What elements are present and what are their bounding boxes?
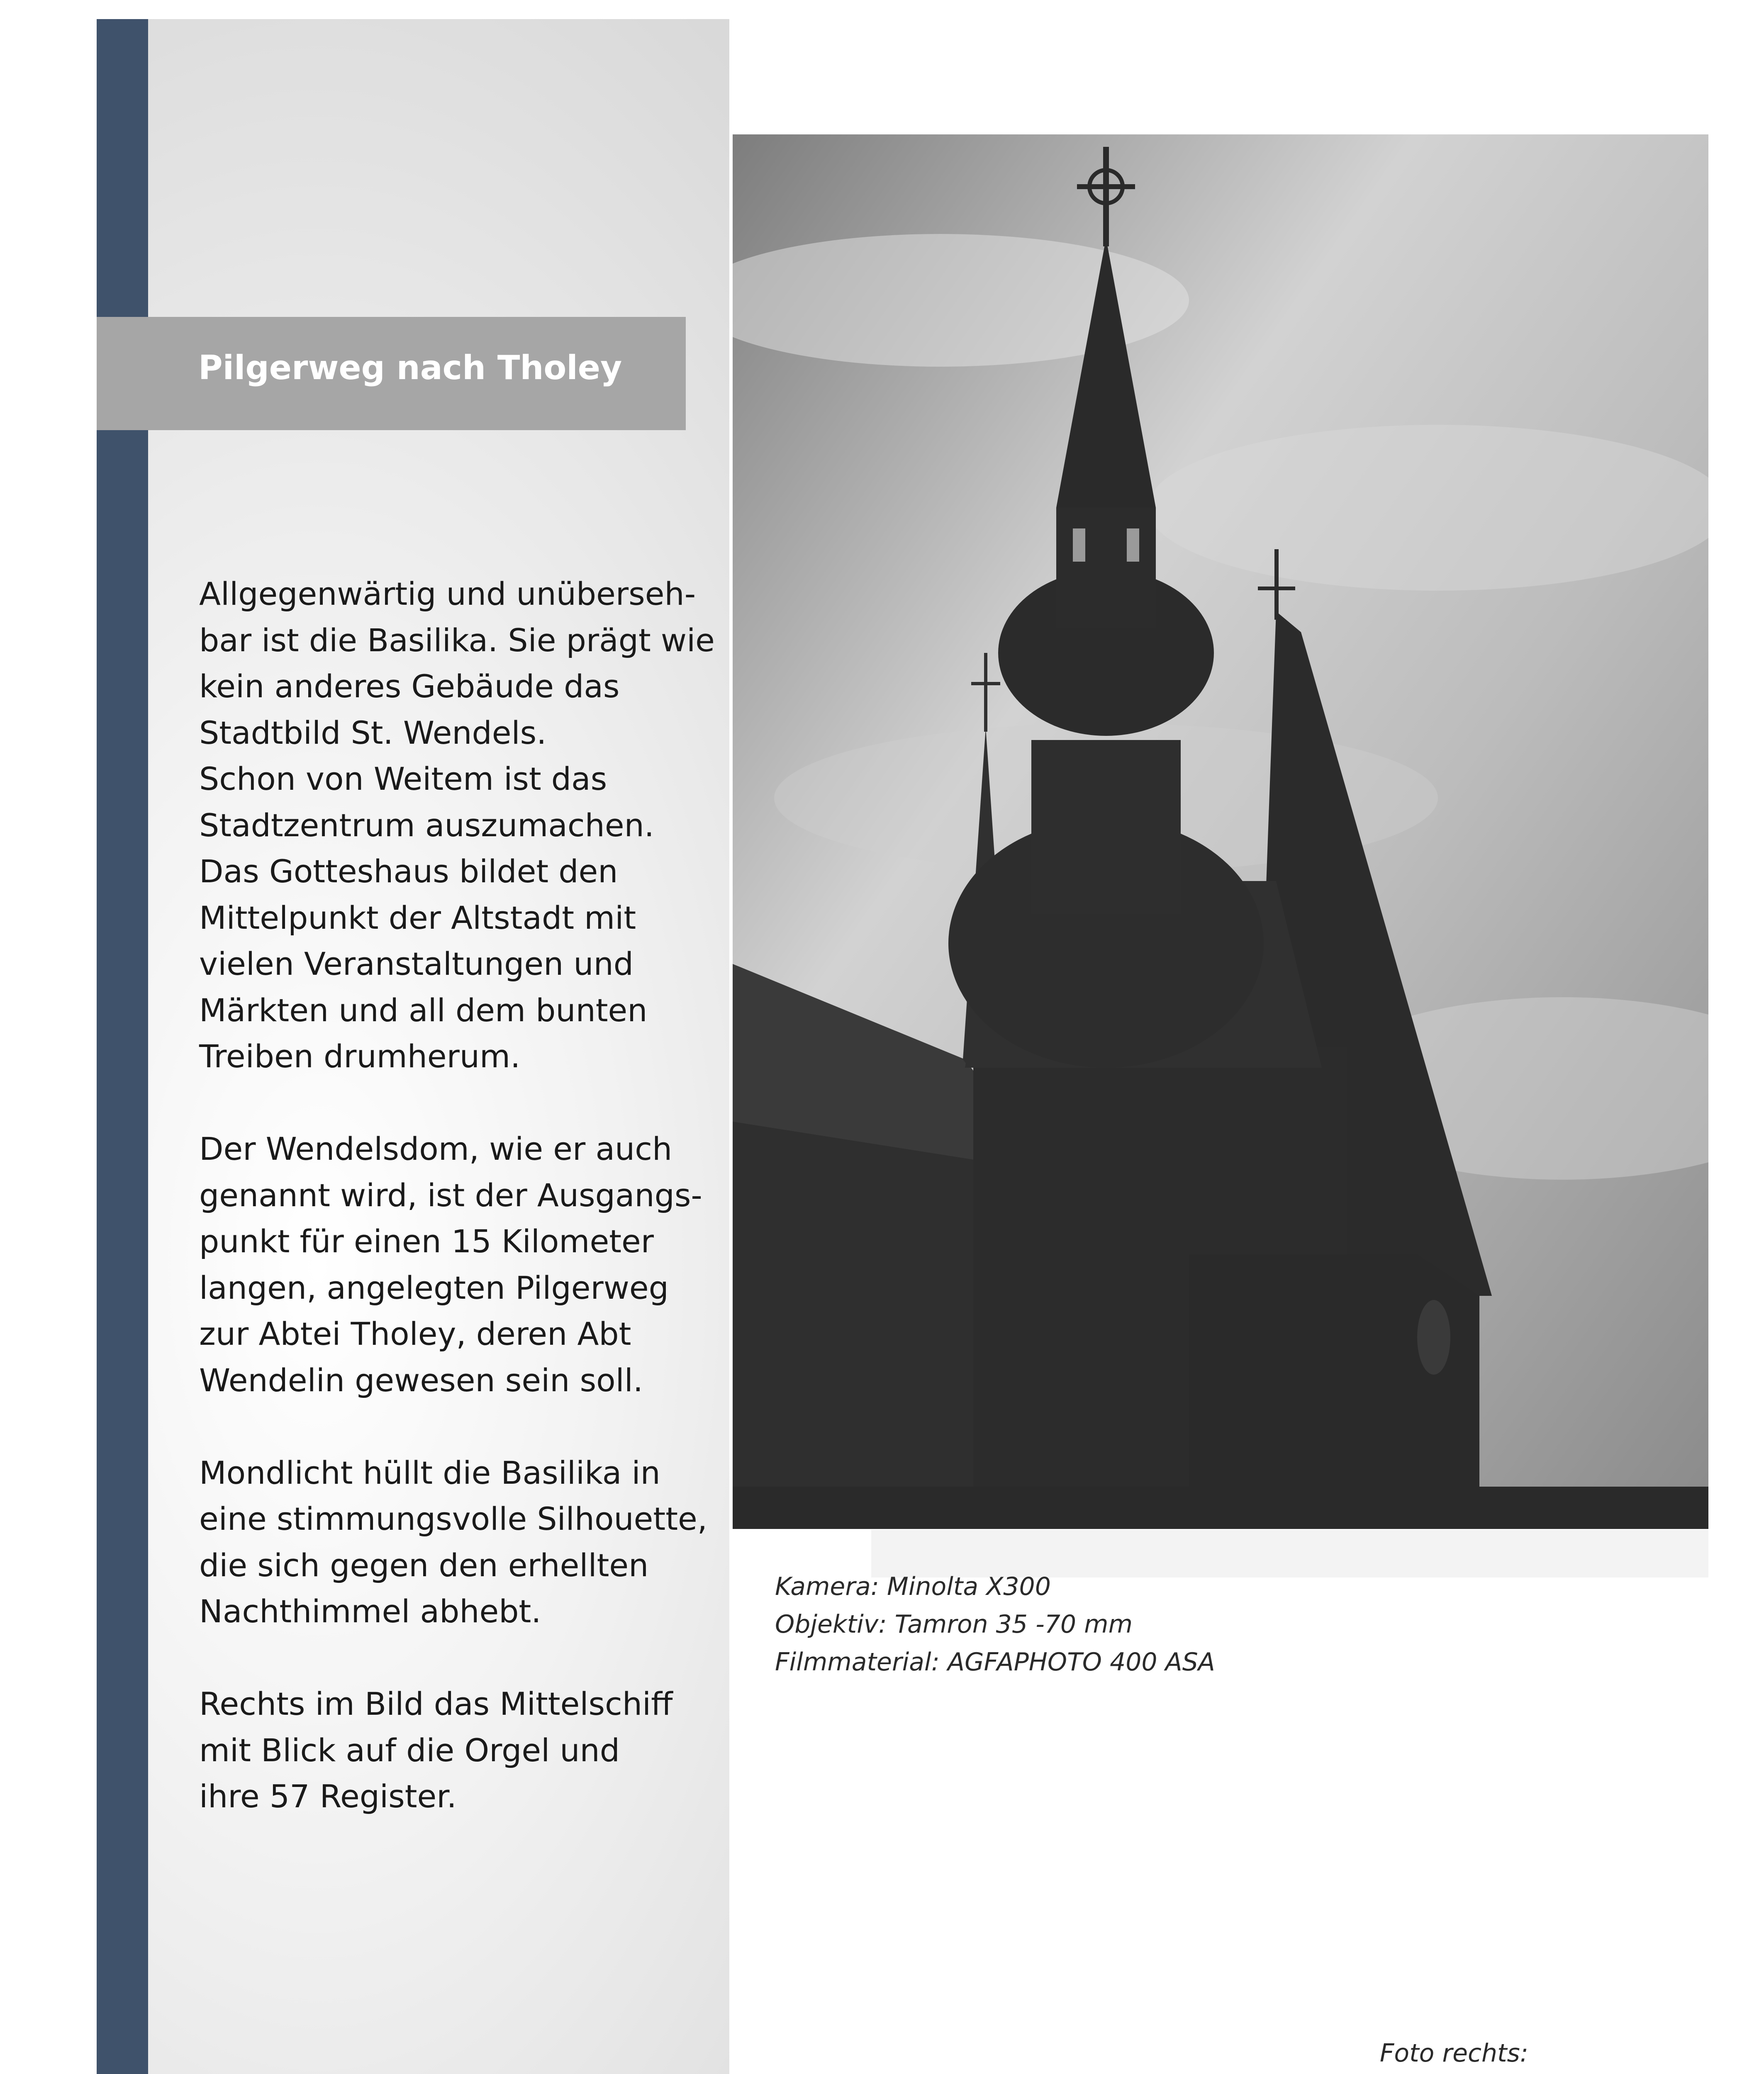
text-line: Märkten und all dem bunten [199, 991, 648, 1029]
basilica-photo [733, 134, 1708, 1529]
text-line: vielen Veranstaltungen und [199, 945, 634, 982]
caption-right-camera [1088, 2072, 1528, 2074]
text-line: genannt wird, ist der Ausgangs- [199, 1176, 702, 1214]
text-line: Treiben drumherum. [199, 1038, 521, 1075]
caption-camera: Kamera: Minolta X300 [775, 1572, 1051, 1601]
text-line: Mondlicht hüllt die Basilika in [199, 1454, 660, 1491]
text-line: zur Abtei Tholey, deren Abt [199, 1315, 631, 1352]
text-line: bar ist die Basilika. Sie prägt wie [199, 621, 715, 659]
photo-caption [775, 1568, 1215, 1681]
text-line: Das Gotteshaus bildet den [199, 853, 618, 890]
text-line: Wendelin gewesen sein soll. [199, 1361, 643, 1399]
text-line: Mittelpunkt der Altstadt mit [199, 899, 636, 936]
text-line: Der Wendelsdom, wie er auch [199, 1130, 672, 1167]
paragraph [199, 1681, 714, 1820]
text-line: Stadtbild St. Wendels. [199, 714, 547, 751]
paragraph [199, 1450, 714, 1635]
text-line: Nachthimmel abhebt. [199, 1593, 541, 1630]
page-title: Pilgerweg nach Tholey [198, 348, 622, 387]
text-line: mit Blick auf die Orgel und [199, 1731, 620, 1769]
paragraph [199, 1126, 714, 1403]
caption-lens: Objektiv: Tamron 35 -70 mm [775, 1610, 1133, 1639]
photo-caption-right [1088, 2035, 1528, 2074]
text-line: die sich gegen den erhellten [199, 1546, 649, 1584]
text-line: Allgegenwärtig und unüberseh- [199, 575, 696, 612]
text-line: Schon von Weitem ist das [199, 760, 607, 797]
body-text [199, 571, 714, 1866]
text-line: Stadtzentrum auszumachen. [199, 806, 654, 844]
caption-film: Filmmaterial: AGFAPHOTO 400 ASA [775, 1648, 1215, 1677]
text-line: eine stimmungsvolle Silhouette, [199, 1500, 707, 1537]
caption-right-heading: Foto rechts: [1379, 2039, 1528, 2068]
text-line: ihre 57 Register. [199, 1778, 457, 1815]
text-line: punkt für einen 15 Kilometer [199, 1223, 654, 1260]
church-silhouette-illustration [733, 134, 1708, 1529]
paragraph [199, 571, 714, 1080]
text-line: Rechts im Bild das Mittelschiff [199, 1685, 673, 1722]
text-line: kein anderes Gebäude das [199, 668, 620, 705]
text-line: langen, angelegten Pilgerweg [199, 1269, 669, 1306]
